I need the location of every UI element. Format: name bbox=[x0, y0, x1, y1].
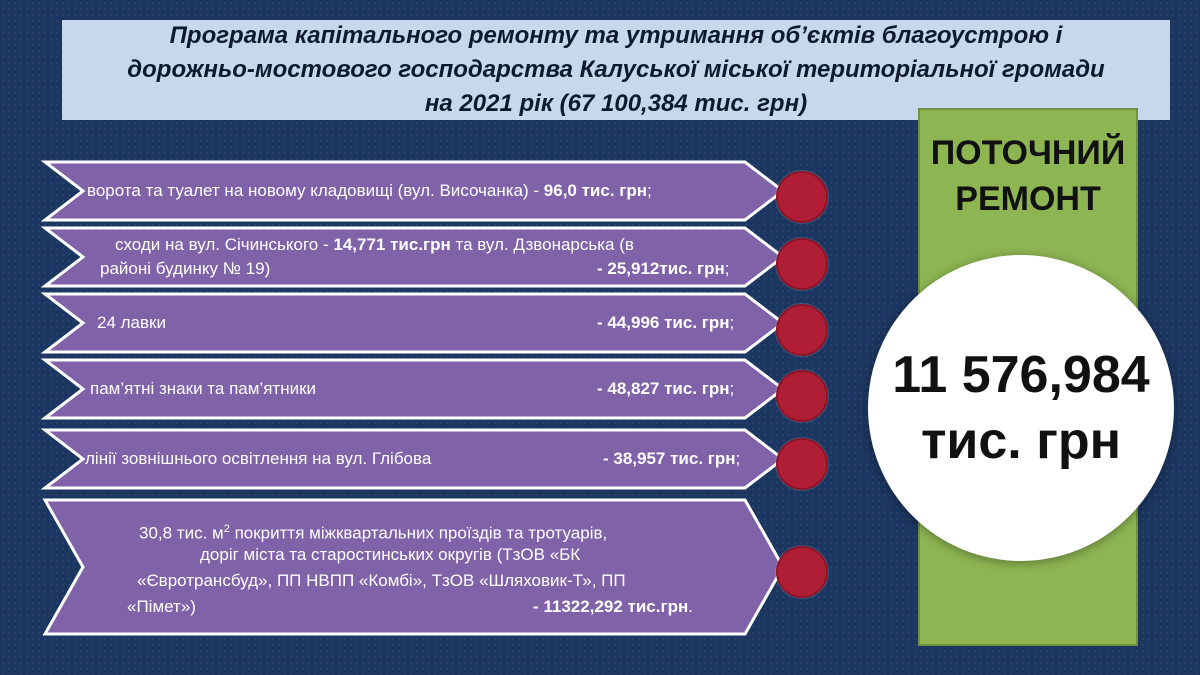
item-amount: - 48,827 тис. грн; bbox=[597, 379, 735, 398]
title-line-3: на 2021 рік (67 100,384 тис. грн) bbox=[424, 90, 808, 117]
item-text: пам’ятні знаки та пам’ятники bbox=[90, 379, 317, 398]
title-line-2: дорожньо-мостового господарства Калуської міської територіальної громади bbox=[127, 56, 1105, 83]
list-item-benches bbox=[45, 294, 785, 352]
list-item-stairs bbox=[45, 228, 785, 286]
item-text-line-2: доріг міста та старостинських округів (ТзОВ «БК bbox=[200, 545, 581, 564]
item-text: 24 лавки bbox=[97, 313, 166, 332]
total-amount: 11 576,984 bbox=[892, 346, 1150, 404]
item-text: лінії зовнішнього освітлення на вул. Глібова bbox=[85, 449, 432, 468]
bullet-dot bbox=[776, 370, 828, 422]
list-item-gate-toilet bbox=[45, 162, 785, 220]
panel-label-line-2: РЕМОНТ bbox=[955, 180, 1101, 218]
title-line-1: Програма капітального ремонту та утримання об’єктів благоустрою і bbox=[169, 22, 1063, 49]
item-text-line-1: сходи на вул. Січинського - 14,771 тис.грн та вул. Дзвонарська (в bbox=[115, 235, 634, 254]
total-circle bbox=[868, 255, 1174, 561]
list-item-road-coverage bbox=[45, 500, 785, 634]
item-text-line-2: районі будинку № 19) bbox=[100, 259, 271, 278]
bullet-dot bbox=[776, 304, 828, 356]
list-item-monuments bbox=[45, 360, 785, 418]
item-text: ворота та туалет на новому кладовищі (вул. Височанка) - 96,0 тис. грн; bbox=[87, 181, 652, 200]
item-text-line-1: 30,8 тис. $м^2$ покриття міжквартальних проїздів та тротуарів, bbox=[139, 523, 608, 543]
total-unit: тис. грн bbox=[920, 412, 1122, 470]
panel-label bbox=[918, 130, 1138, 222]
item-amount: - 44,996 тис. грн; bbox=[597, 313, 735, 332]
item-amount: - 25,912тис. грн; bbox=[597, 259, 730, 278]
bullet-dot bbox=[776, 171, 828, 223]
bullet-dot bbox=[776, 238, 828, 290]
panel-label-line-1: ПОТОЧНИЙ bbox=[930, 134, 1126, 172]
item-text-line-3: «Євротрансбуд», ПП НВПП «Комбі», ТзОВ «Шляховик-Т», ПП bbox=[137, 571, 626, 590]
bullet-dot bbox=[776, 546, 828, 598]
item-text-line-4: «Пімет») bbox=[127, 597, 196, 616]
bullet-dot bbox=[776, 438, 828, 490]
list-item-lighting bbox=[45, 430, 785, 488]
item-amount: - 38,957 тис. грн; bbox=[603, 449, 741, 468]
title-box bbox=[62, 20, 1170, 120]
item-amount: - 11322,292 тис.грн. bbox=[533, 597, 693, 616]
